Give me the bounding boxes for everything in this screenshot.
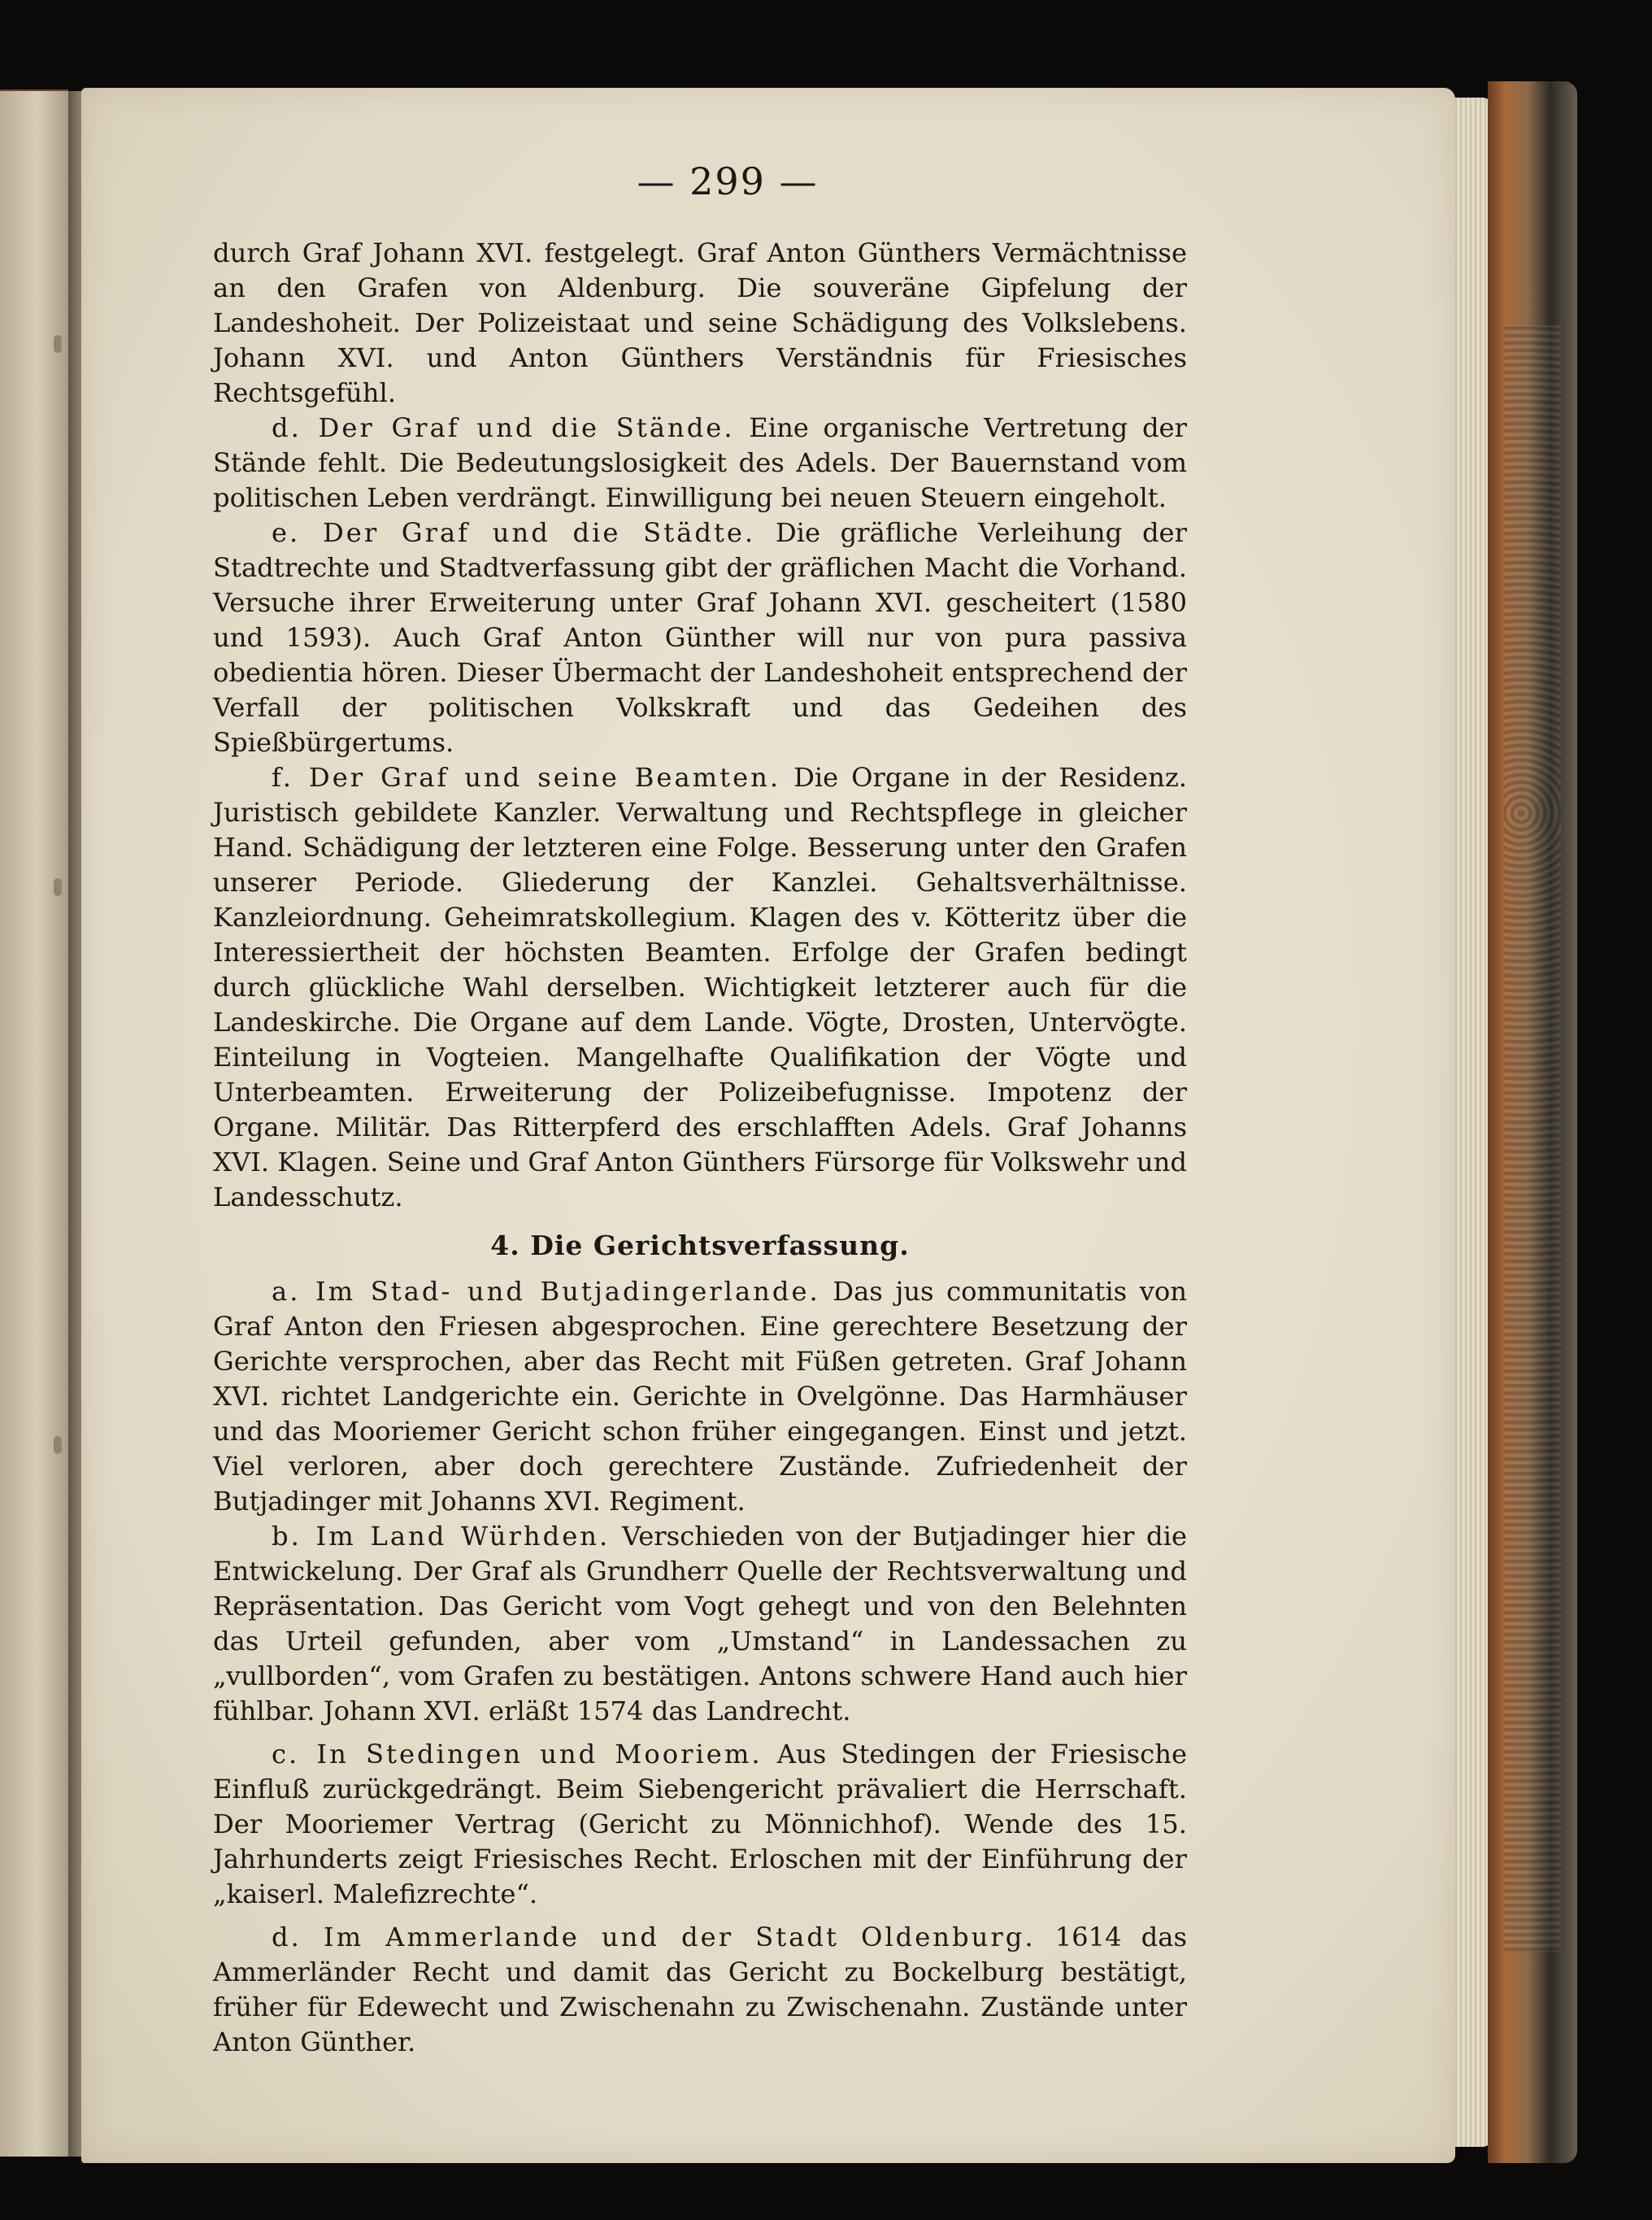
paragraph-gap <box>213 1912 1187 1920</box>
paragraph-text: durch Graf Johann XVI. festgelegt. Graf Anton Günthers Vermächtnisse an den Grafen von Aldenburg. Die souveräne Gipfelung der Landeshoheit. Der Polizeistaat und seine Schädigung des Volkslebens. Johann XVI. und Anton Günthers Verständnis für Friesisches Rechtsgefühl. <box>213 237 1187 408</box>
paragraph-text: Das jus communitatis von Graf Anton den Friesen abgesprochen. Eine gerechtere Besetzung der Gerichte versprochen, aber das Recht mit Füßen getreten. Graf Johann XVI. richtet Landgerichte ein. Gerichte in Ovelgönne. Das Harmhäuser und das Mooriemer Gericht schon früher eingegangen. Einst und jetzt. Viel verloren, aber doch gerechtere Zustände. Zufriedenheit der Butjadinger mit Johanns XVI. Regiment. <box>213 1276 1187 1517</box>
paragraph <box>213 760 1187 1215</box>
paragraph-heading: b. Im Land Würhden. <box>272 1521 611 1552</box>
paragraph-heading: a. Im Stad- und Butjadingerlande. <box>272 1276 820 1307</box>
paragraph-text: Die Organe in der Residenz. Juristisch gebildete Kanzler. Verwaltung und Rechtspflege in gleicher Hand. Schädigung der letzteren eine Folge. Besserung unter den Grafen unserer Periode. Gliederung der Kanzlei. Gehaltsverhältnisse. Kanzleiordnung. Geheimratskollegium. Klagen des v. Kötteritz über die Interessiertheit der höchsten Beamten. Erfolge der Grafen bedingt durch glückliche Wahl derselben. Wichtigkeit letzterer auch für die Landeskirche. Die Organe auf dem Lande. Vögte, Drosten, Untervögte. Einteilung in Vogteien. Mangelhafte Qualifikation der Vögte und Unterbeamten. Erweiterung der Polizeibefugnisse. Impotenz der Organe. Militär. Das Ritterpferd des erschlafften Adels. Graf Johanns XVI. Klagen. Seine und Graf Anton Günthers Fürsorge für Volkswehr und Landesschutz. <box>213 762 1188 1212</box>
paragraph <box>213 1274 1187 1519</box>
paragraph <box>213 516 1187 760</box>
paragraph <box>213 1737 1187 1912</box>
paragraph-text: Die gräfliche Verleihung der Stadtrechte und Stadtverfassung gibt der gräflichen Macht die Vorhand. Versuche ihrer Erweiterung unter Graf Johann XVI. gescheitert (1580 und 1593). Auch Graf Anton Günther will nur von pura passiva obedientia hören. Dieser Übermacht der Landeshoheit entsprechend der Verfall der politischen Volkskraft und das Gedeihen des Spießbürgertums. <box>213 517 1187 758</box>
paragraph-heading: d. Im Ammerlande und der Stadt Oldenburg. <box>272 1922 1036 1952</box>
binding-hole <box>54 878 62 896</box>
paragraph <box>213 1920 1187 2060</box>
paragraph-text: Verschieden von der Butjadinger hier die Entwickelung. Der Graf als Grundherr Quelle der Rechtsverwaltung und Repräsentation. Das Gericht vom Vogt gehegt und von den Belehnten das Urteil gefunden, aber vom „Umstand“ in Landessachen zu „vullborden“, vom Grafen zu bestätigen. Antons schwere Hand auch hier fühlbar. Johann XVI. erläßt 1574 das Landrecht. <box>213 1521 1187 1726</box>
paragraph <box>213 411 1187 516</box>
paragraph <box>213 236 1187 411</box>
paragraph-text: Eine organische Vertretung der Stände fehlt. Die Bedeutungslosigkeit des Adels. Der Bauernstand vom politischen Leben verdrängt. Einwilligung bei neuen Steuern eingeholt. <box>213 412 1187 513</box>
left-page <box>0 91 71 2157</box>
page-stack <box>1452 98 1491 2147</box>
binding-hole <box>54 1436 62 1454</box>
paragraph-heading: e. Der Graf und die Städte. <box>272 517 756 548</box>
paragraph <box>213 1519 1187 1729</box>
paragraph-gap <box>213 1729 1187 1737</box>
page-number: — 299 — <box>637 159 819 203</box>
paragraph-heading: f. Der Graf und seine Beamten. <box>272 762 781 793</box>
page-body <box>213 236 1187 2060</box>
paragraph-heading: d. Der Graf und die Stände. <box>272 412 735 443</box>
paragraph-text: Aus Stedingen der Friesische Einfluß zurückgedrängt. Beim Siebengericht prävaliert die Herrschaft. Der Mooriemer Vertrag (Gericht zu Mönnichhof). Wende des 15. Jahrhunderts zeigt Friesisches Recht. Erloschen mit der Einführung der „kaiserl. Malefizrechte“. <box>213 1739 1187 1909</box>
section-title: 4. Die Gerichtsverfassung. <box>490 1230 910 1261</box>
binding-hole <box>54 335 62 353</box>
paragraph-heading: c. In Stedingen und Mooriem. <box>272 1739 763 1769</box>
paragraph-text: 1614 das Ammerländer Recht und damit das Gericht zu Bockelburg bestätigt, früher für Edewecht und Zwischenahn zu Zwischenahn. Zustände unter Anton Günther. <box>213 1922 1187 2057</box>
marbled-cover-texture <box>1504 325 1561 1952</box>
